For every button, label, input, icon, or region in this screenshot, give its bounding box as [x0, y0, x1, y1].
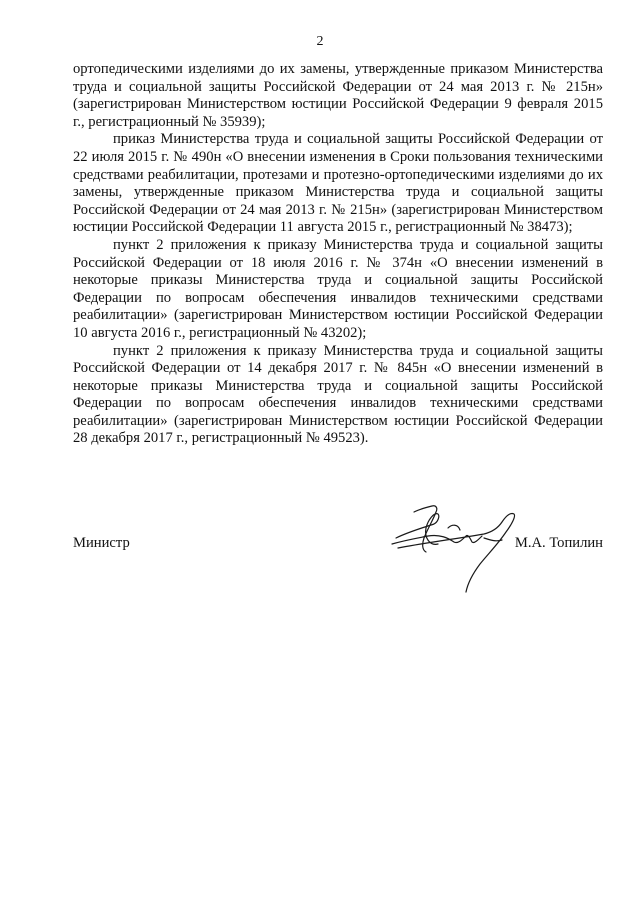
- paragraph-order-374n: пункт 2 приложения к приказу Министерства труда и социальной защиты Российской Федерации от 18 июля 2016 г. № 374н «О внесении изменений в некоторые приказы Министерства труда и социальной защиты Российской Федерации по вопросам обеспечения инвалидов техническими средствами реабилитации» (зарегистрирован Министерством юстиции Российской Федерации 10 августа 2016 г., регистрационный № 43202);: [73, 236, 603, 341]
- paragraph-order-845n: пункт 2 приложения к приказу Министерства труда и социальной защиты Российской Федерации от 14 декабря 2017 г. № 845н «О внесении изменений в некоторые приказы Министерства труда и социальной защиты Российской Федерации по вопросам обеспечения инвалидов техническими средствами реабилитации» (зарегистрирован Министерством юстиции Российской Федерации 28 декабря 2017 г., регистрационный № 49523).: [73, 342, 603, 447]
- page-number: 2: [316, 34, 324, 49]
- signer-position: Министр: [73, 535, 130, 551]
- document-body: [73, 61, 603, 448]
- paragraph-order-490n: приказ Министерства труда и социальной защиты Российской Федерации от 22 июля 2015 г. № 490н «О внесении изменения в Сроки пользования техническими средствами реабилитации, протезами и протезно-ортопедическими изделиями до их замены, утвержденные приказом Министерства труда и социальной защиты Российской Федерации от 24 мая 2013 г. № 215н» (зарегистрирован Министерством юстиции Российской Федерации 11 августа 2015 г., регистрационный № 38473);: [73, 131, 603, 236]
- paragraph-continuation-215n: ортопедическими изделиями до их замены, утвержденные приказом Министерства труда и социальной защиты Российской Федерации от 24 мая 2013 г. № 215н» (зарегистрирован Министерством юстиции Российской Федерации 9 февраля 2015 г., регистрационный № 35939);: [73, 61, 603, 130]
- signer-name: М.А. Топилин: [514, 535, 603, 551]
- handwritten-signature-icon: [388, 498, 538, 598]
